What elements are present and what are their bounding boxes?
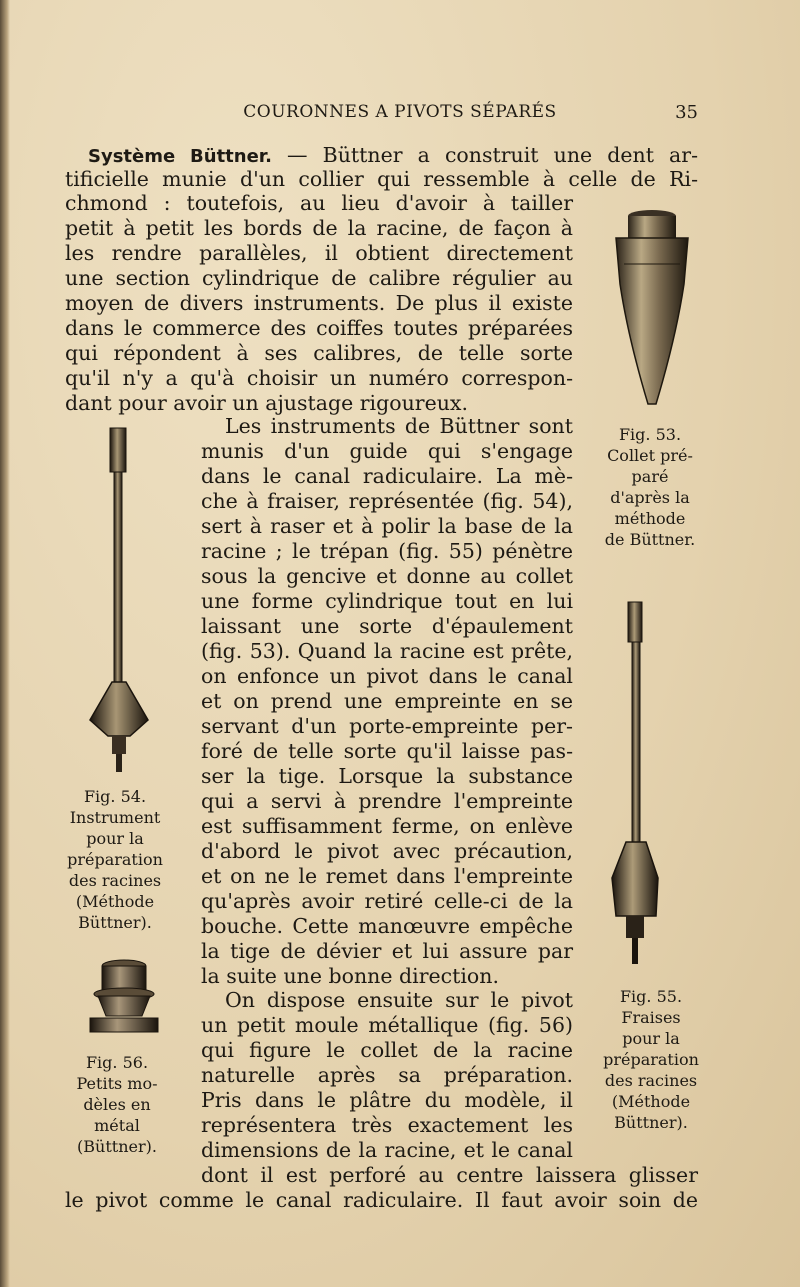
paragraph-2-line: d'abord le pivot avec précaution, <box>201 839 573 863</box>
caption-line: des racines <box>604 1071 698 1090</box>
paragraph-2-line: une forme cylindrique tout en lui <box>201 589 573 613</box>
paragraph-1-line: qu'il n'y a qu'à choisir un numéro correspon- <box>65 366 573 390</box>
caption-line: Fig. 56. <box>85 1053 149 1072</box>
paragraph-2-line: et on prend une empreinte en se <box>201 689 573 713</box>
caption-line: préparation <box>603 1050 699 1069</box>
caption-line: dèles en <box>83 1095 151 1114</box>
paragraph-3-line: Pris dans le plâtre du modèle, il <box>201 1088 573 1112</box>
root-collar-drawing <box>612 204 692 412</box>
paragraph-3-line: naturelle après sa préparation. <box>201 1063 573 1087</box>
caption-line: Fig. 53. <box>618 425 682 444</box>
paragraph-2-line: la suite une bonne direction. <box>201 964 499 988</box>
paragraph-1-line: les rendre parallèles, il obtient directement <box>65 241 573 265</box>
paragraph-1-line: dans le commerce des coiffes toutes préparées <box>65 316 573 340</box>
paragraph-3-line: le pivot comme le canal radiculaire. Il faut avoir soin de <box>65 1188 698 1212</box>
chapter-title: COURONNES A PIVOTS SÉPARÉS <box>243 102 557 122</box>
caption-line: Petits mo- <box>76 1074 158 1093</box>
caption-line: des racines <box>68 871 162 890</box>
caption-line: métal <box>94 1116 140 1135</box>
paragraph-3-line: dont il est perforé au centre laissera glisser <box>201 1163 698 1187</box>
caption-line: (Méthode <box>75 892 155 911</box>
paragraph-2-line: ser la tige. Lorsque la substance <box>201 764 573 788</box>
fig-54-caption <box>52 786 178 933</box>
caption-line: Fig. 55. <box>619 987 683 1006</box>
paragraph-1-first-line: — Büttner a construit une dent ar- <box>271 143 698 167</box>
paragraph-2-line: (fig. 53). Quand la racine est prête, <box>201 639 573 663</box>
paragraph-2-line: et on ne le remet dans l'empreinte <box>201 864 573 888</box>
paragraph-3-line: dimensions de la racine, et le canal <box>201 1138 573 1162</box>
caption-line: Fraises <box>621 1008 681 1027</box>
milling-bit-drawing <box>86 424 154 776</box>
paragraph-2-line: qui a servi à prendre l'empreinte <box>201 789 573 813</box>
trephine-drawing <box>608 596 660 976</box>
page-binding-edge <box>0 0 10 1287</box>
caption-line: (Méthode <box>611 1092 691 1111</box>
paragraph-2-line: la tige de dévier et lui assure par <box>201 939 573 963</box>
paragraph-2-line: foré de telle sorte qu'il laisse pas- <box>201 739 573 763</box>
caption-line: Büttner). <box>614 1113 688 1132</box>
caption-line: Collet pré- <box>607 446 693 465</box>
caption-line: Büttner). <box>78 913 152 932</box>
fig-53-caption <box>588 424 712 550</box>
caption-line: de Büttner. <box>604 530 696 549</box>
paragraph-2-line: che à fraiser, représentée (fig. 54), <box>201 489 573 513</box>
paragraph-1-line: qui répondent à ses calibres, de telle sorte <box>65 341 573 365</box>
fig-55-caption <box>586 986 716 1133</box>
paragraph-3-line: qui figure le collet de la racine <box>201 1038 573 1062</box>
paragraph-2-line: racine ; le trépan (fig. 55) pénètre <box>201 539 573 563</box>
metal-mold-drawing <box>84 956 164 1040</box>
paragraph-1-line <box>88 143 698 169</box>
paragraph-1-line: une section cylindrique de calibre régulier au <box>65 266 573 290</box>
paragraph-1-line: chmond : toutefois, au lieu d'avoir à tailler <box>65 191 573 215</box>
caption-line: (Büttner). <box>77 1137 157 1156</box>
paragraph-1-line: moyen de divers instruments. De plus il existe <box>65 291 573 315</box>
fig-56-caption <box>56 1052 178 1157</box>
paragraph-2-line: servant d'un porte-empreinte per- <box>201 714 573 738</box>
paragraph-2-line: munis d'un guide qui s'engage <box>201 439 573 463</box>
paragraph-2-line: on enfonce un pivot dans le canal <box>201 664 573 688</box>
section-heading: Système Büttner. <box>88 146 272 167</box>
paragraph-2-line: dans le canal radiculaire. La mè- <box>201 464 573 488</box>
paragraph-3-line: On dispose ensuite sur le pivot <box>225 988 573 1012</box>
paragraph-1-line: petit à petit les bords de la racine, de façon à <box>65 216 573 240</box>
paragraph-2-line: bouche. Cette manœuvre empêche <box>201 914 573 938</box>
paragraph-2-line: est suffisamment ferme, on enlève <box>201 814 573 838</box>
paragraph-3-line: un petit moule métallique (fig. 56) <box>201 1013 573 1037</box>
paragraph-2-line: laissant une sorte d'épaulement <box>201 614 573 638</box>
caption-line: pour la <box>86 829 144 848</box>
paragraph-2-line: qu'après avoir retiré celle-ci de la <box>201 889 573 913</box>
caption-line: paré <box>631 467 669 486</box>
caption-line: méthode <box>614 509 686 528</box>
caption-line: d'après la <box>610 488 690 507</box>
paragraph-2-line: sert à raser et à polir la base de la <box>201 514 573 538</box>
caption-line: Instrument <box>69 808 161 827</box>
caption-line: Fig. 54. <box>83 787 147 806</box>
paragraph-1-line: tificielle munie d'un collier qui ressemble à celle de Ri- <box>65 167 698 191</box>
paragraph-1-line: dant pour avoir un ajustage rigoureux. <box>65 391 468 415</box>
running-head <box>0 102 800 126</box>
caption-line: pour la <box>622 1029 680 1048</box>
paragraph-2-line: sous la gencive et donne au collet <box>201 564 573 588</box>
paragraph-2-line: Les instruments de Büttner sont <box>225 414 573 438</box>
caption-line: préparation <box>67 850 163 869</box>
page-number: 35 <box>675 102 698 123</box>
paragraph-3-line: représentera très exactement les <box>201 1113 573 1137</box>
